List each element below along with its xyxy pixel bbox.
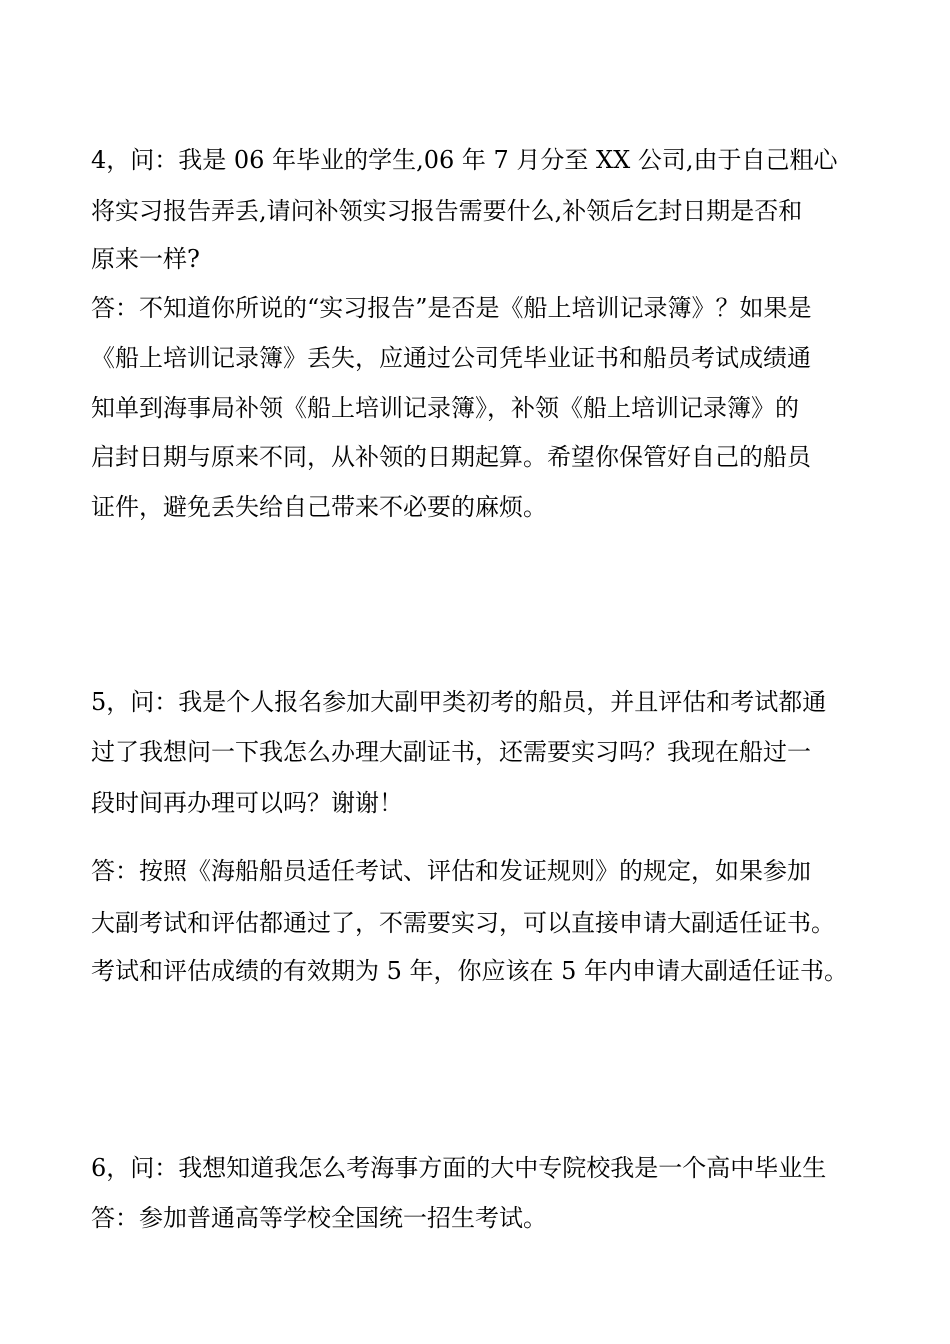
qa-5-question-line-1: 5，问：我是个人报名参加大副甲类初考的船员，并且评估和考试都通 (91, 688, 827, 716)
qa-4-answer-line-2: 《船上培训记录簿》丢失，应通过公司凭毕业证书和船员考试成绩通 (91, 344, 811, 372)
qa-6-answer-line-1: 答：参加普通高等学校全国统一招生考试。 (91, 1204, 547, 1232)
qa-4-answer-line-4: 启封日期与原来不同，从补领的日期起算。希望你保管好自己的船员 (91, 443, 811, 471)
qa-5-answer-line-3: 考试和评估成绩的有效期为 5 年，你应该在 5 年内申请大副适任证书。 (91, 957, 849, 985)
qa-5-question-line-3: 段时间再办理可以吗？谢谢！ (91, 789, 403, 817)
qa-5-question-line-2: 过了我想问一下我怎么办理大副证书，还需要实习吗？我现在船过一 (91, 738, 811, 766)
qa-5-answer-line-2: 大副考试和评估都通过了，不需要实习，可以直接申请大副适任证书。 (91, 909, 835, 937)
qa-4-question-line-3: 原来一样? (91, 245, 200, 273)
qa-4-answer-line-3: 知单到海事局补领《船上培训记录簿》，补领《船上培训记录簿》的 (91, 394, 799, 422)
qa-4-question-line-1: 4，问：我是 06 年毕业的学生,06 年 7 月分至 XX 公司,由于自己粗心 (91, 146, 838, 174)
qa-6-question-line-1: 6，问：我想知道我怎么考海事方面的大中专院校我是一个高中毕业生 (91, 1154, 827, 1182)
qa-4-question-line-2: 将实习报告弄丢,请问补领实习报告需要什么,补领后乞封日期是否和 (91, 197, 803, 225)
qa-5-answer-line-1: 答：按照《海船船员适任考试、评估和发证规则》的规定，如果参加 (91, 857, 811, 885)
qa-4-answer-line-5: 证件，避免丢失给自己带来不必要的麻烦。 (91, 493, 547, 521)
qa-4-answer-line-1: 答：不知道你所说的“实习报告”是否是《船上培训记录簿》？如果是 (91, 294, 812, 322)
